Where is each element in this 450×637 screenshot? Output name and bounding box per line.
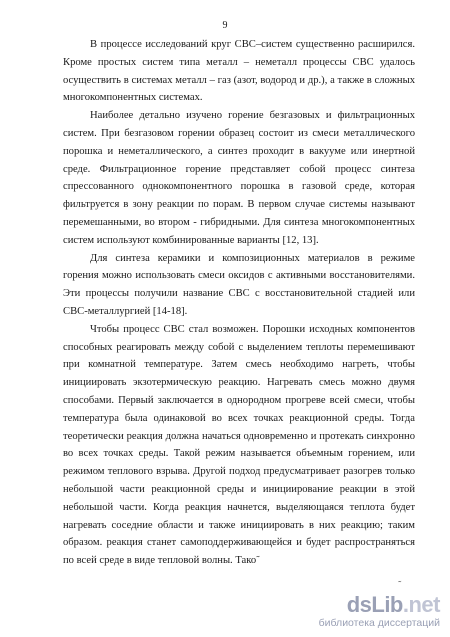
text-line: систем. При безгазовом горении образец состоит из смеси металлического [63, 127, 415, 139]
text-line: Чтобы процесс СВС стал возможен. Порошки исходных компонентов [90, 323, 415, 335]
text-line: температура была одинаковой во всех точках реакционной среды. Тогда [63, 412, 415, 424]
text-line: порошка и неметаллического, а синтез проходит в вакууме или инертной [63, 145, 415, 157]
text-line: по всей среде в виде тепловой волны. Тако˜ [63, 555, 260, 567]
text-line: перемешанными, во втором - гибридными. Для синтеза многокомпонентных [63, 216, 415, 228]
text-line: небольшой части. Когда реакция начнется, выделяющаяся теплота будет [63, 501, 415, 513]
text-line: инициировать экзотермическую реакцию. Нагревать смесь можно двумя [63, 377, 415, 389]
text-line: фильтруется в зону реакции по порам. В первом случае системы называют [63, 199, 415, 211]
stray-mark: ˜ [398, 580, 402, 591]
text-line: теоретически реакция должна начаться одновременно и протекать синхронно [63, 430, 415, 442]
text-line: режимом теплового взрыва. Другой подход предусматривает разогрев только [63, 466, 415, 478]
text-line: систем используют комбинированные варианты [12, 13]. [63, 234, 319, 246]
text-line: при комнатной температуре. Затем смесь необходимо нагреть, чтобы [63, 359, 415, 371]
text-line: небольшой части реакционной среды и инициирование реакции в этой [63, 483, 415, 495]
text-line: многокомпонентных системах. [63, 92, 203, 104]
page-number: 9 [222, 20, 228, 31]
text-line: Кроме простых систем типа металл – неметалл процессы СВС удалось [63, 56, 415, 68]
text-line: Наиболее детально изучено горение безгазовых и фильтрационных [90, 110, 415, 122]
text-line: В процессе исследований круг СВС–систем существенно расширился. [90, 39, 415, 50]
text-line: образом. реакция станет самоподдерживающейся и будет распространяться [63, 537, 415, 549]
text-line: спрессованного однокомпонентного порошка в газовой среде, которая [63, 181, 415, 193]
text-line: Эти процессы получили название СВС с восстановительной стадией или [63, 288, 415, 300]
document-body [63, 36, 415, 570]
text-line: способных реагировать между собой с выделением теплоты перемешивают [63, 341, 415, 353]
text-line: среде. Фильтрационное горение представляет собой процесс синтеза [63, 163, 415, 175]
text-line: СВС-металлургией [14-18]. [63, 305, 188, 317]
text-line: нагревать соседние области и также инициировать в них реакцию; таким [63, 519, 415, 531]
watermark-logo: dsLib.net [346, 592, 440, 617]
text-line: способами. Первый заключается в однородном прогреве всей смеси, чтобы [63, 394, 415, 406]
text-line: осуществить в системах металл – газ (азот, водород и др.), а также в сложных [63, 74, 415, 86]
text-line: Для синтеза керамики и композиционных материалов в режиме [90, 252, 415, 264]
text-line: горения можно использовать смеси оксидов с активными восстановителями. [63, 270, 415, 282]
watermark-tagline: библиотека диссертаций [318, 617, 440, 629]
watermark [319, 593, 440, 629]
text-line: во всех точках среды. Такой режим называется объемным горением, или [63, 448, 415, 460]
